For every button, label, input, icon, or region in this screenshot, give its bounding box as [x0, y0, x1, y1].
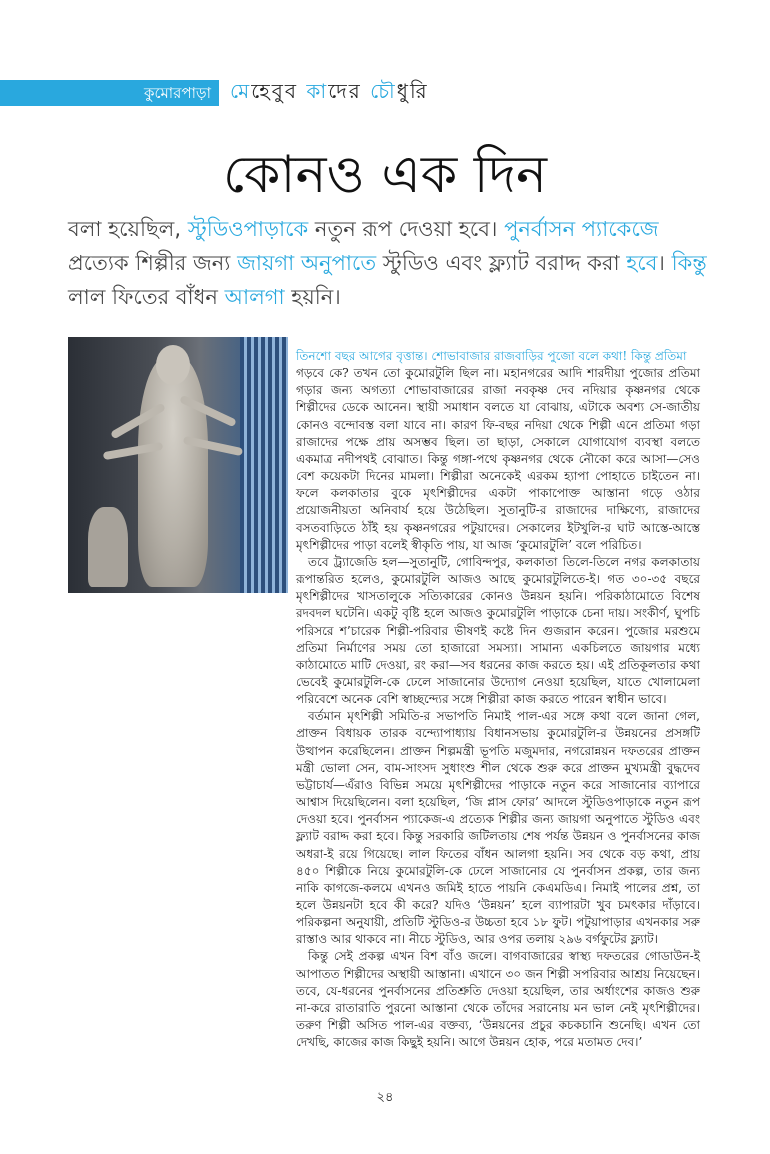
- article-paragraph: গড়বে কে? তখন তো কুমোরটুলি ছিল না। মহানগরের আদি শারদীয়া পুজোর প্রতিমা গড়ার জন্য অগত্যা শোভাবাজারের রাজা নবকৃষ্ণ দেব নদিয়ার কৃষ্ণনগর থেকে শিল্পীদের ডেকে আনেন। স্থায়ী সমাধান বলতে যা বোঝায়, এটাকে অবশ্য সে-জাতীয় কোনও বন্দোবস্ত বলা যাবে না। কারণ ফি-বছর নদিয়া থেকে শিল্পী এনে প্রতিমা গড়া রাজাদের পক্ষে প্রায় অসম্ভব ছিল। তা ছাড়া, সেকালে যোগাযোগ ব্যবস্থা বলতে একমাত্র নদীপথই বোঝাত। কিন্তু গঙ্গা-পথে কৃষ্ণনগর থেকে নৌকো করে আসা—সেও বেশ কয়েকটা দিনের মামলা। শিল্পীরা অনেকেই এরকম হ্যাপা পোহাতে চাইতেন না। ফলে কলকাতার বুকে মৃৎশিল্পীদের একটা পাকাপোক্ত আস্তানা গড়ে ওঠার প্রয়োজনীয়তা অনিবার্য হয়ে উঠেছিল। সুতানুটি-র রাজাদের দাক্ষিণ্যে, রাজাদের বসতবাড়িতে ঠাঁই হয় কৃষ্ণনগরের পটুয়াদের। সেকালের ইটখুলি-র ঘাট আস্তে-আস্তে মৃৎশিল্পীদের পাড়া বলেই স্বীকৃতি পায়, যা আজ ‘কুমোরটুলি’ বলে পরিচিত।: [296, 366, 700, 552]
- page-number: ২৪: [376, 1090, 394, 1105]
- author-byline: [230, 76, 429, 106]
- intro-text: করা: [587, 251, 627, 275]
- author-part: কা: [306, 79, 329, 103]
- intro-highlight: হবে: [626, 251, 658, 275]
- intro-highlight: আলগা: [224, 285, 285, 309]
- lead-highlight: তিনশো বছর আগের বৃত্তান্ত। শোভাবাজার রাজবাড়ির পুজো বলে কথা! কিন্তু প্রতিমা: [296, 349, 687, 363]
- author-part: ধুরি: [396, 79, 429, 103]
- intro-text: স্টুডিও এবং ফ্ল্যাট বরাদ্দ: [376, 251, 581, 275]
- article-paragraph: বর্তমান মৃৎশিল্পী সমিতি-র সভাপতি নিমাই পাল-এর সঙ্গে কথা বলে জানা গেল, প্রাক্তন বিধায়ক তারক বন্দ্যোপাধ্যায় বিধানসভায় কুমোরটুলি-র উন্নয়নের প্রসঙ্গটি উত্থাপন করেছিলেন। প্রাক্তন শিল্পমন্ত্রী ভূপতি মজুমদার, নগরোন্নয়ন দফতরের প্রাক্তন মন্ত্রী ভোলা সেন, বাম-সাংসদ সুধাংশু শীল থেকে শুরু করে প্রাক্তন মুখ্যমন্ত্রী বুদ্ধদেব ভট্টাচার্য—এঁরাও বিভিন্ন সময়ে মৃৎশিল্পীদের পাড়াকে নতুন করে সাজানোর ব্যাপারে আশ্বাস দিয়েছিলেন। বলা হয়েছিল, ‘জি প্লাস ফোর’ আদলে স্টুডিওপাড়াকে নতুন রূপ দেওয়া হবে। পুনর্বাসন প্যাকেজ-এ প্রত্যেক শিল্পীর জন্য জায়গা অনুপাতে স্টুডিও এবং ফ্ল্যাট বরাদ্দ করা হবে। কিন্তু সরকারি জটিলতায় শেষ পর্যন্ত উন্নয়ন ও পুনর্বাসনের কাজ অধরা-ই রয়ে গিয়েছে। লাল ফিতের বাঁধন আলগা হয়নি। সব থেকে বড় কথা, প্রায় ৪৫০ শিল্পীকে নিয়ে কুমোরটুলি-কে ঢেলে সাজানোর যে পুনর্বাসন প্রকল্প, তার জন্য নাকি কাগজে-কলমে এখনও জমিই হাতে পায়নি কেএমডিএ। নিমাই পালের প্রশ্ন, তা হলে উন্নয়নটা হবে কী করে? যদিও ‘উন্নয়ন’ হলে ব্যাপারটা খুব চমৎকার দাঁড়াবে। পরিকল্পনা অনুযায়ী, প্রতিটি স্টুডিও-র উচ্চতা হবে ১৮ ফুট। পটুয়াপাড়ার এখনকার সরু রাস্তাও আর থাকবে না। নীচে স্টুডিও, আর ওপর তলায় ২৯৬ বর্গফুটের ফ্ল্যাট।: [296, 709, 700, 947]
- intro-text: লাল ফিতের বাঁধন: [68, 285, 225, 309]
- idol-photo: [68, 337, 288, 593]
- article-lead: [296, 348, 700, 365]
- curtain: [240, 337, 288, 593]
- intro-text: নতুন রূপ দেওয়া হবে।: [308, 217, 505, 241]
- intro-highlight: স্টুডিওপাড়াকে: [187, 217, 309, 241]
- intro-standfirst: [68, 212, 718, 314]
- small-idol-figure: [88, 507, 128, 587]
- author-part: মে: [230, 79, 252, 103]
- intro-highlight: কিন্তু: [671, 251, 707, 275]
- article-body: [296, 348, 700, 1051]
- intro-text: ।: [657, 251, 672, 275]
- intro-text: হয়নি।: [284, 285, 341, 309]
- intro-highlight: পুনর্বাসন: [504, 217, 576, 241]
- idol-head: [156, 345, 190, 385]
- intro-text: প্রত্যেক শিল্পীর জন্য: [68, 251, 238, 275]
- intro-text: বলা হয়েছিল,: [68, 217, 188, 241]
- author-part: হেবুব: [251, 79, 299, 103]
- author-part: চৌ: [370, 79, 397, 103]
- article-paragraph: তবে ট্র্যাজেডি হল—সুতানুটি, গোবিন্দপুর, কলকাতা তিলে-তিলে নগর কলকাতায় রূপান্তরিত হলেও, কুমোরটুলি আজও আছে কুমোরটুলিতে-ই। গত ৩০-৩৫ বছরে মৃৎশিল্পীদের খাসতালুকে সত্যিকারের কোনও উন্নয়ন হয়নি। পরিকাঠামোতে বিশেষ রদবদল ঘটেনি। একটু বৃষ্টি হলে আজও কুমোরটুলি পাড়াকে চেনা দায়। সংকীর্ণ, ঘুপচি পরিসরে শ’চারেক শিল্পী-পরিবার ভীষণই কষ্টে দিন গুজরান করেন। পুজোর মরশুমে প্রতিমা নির্মাণের সময় তো হাজারো সমস্যা। সামান্য একচিলতে জায়গার মধ্যে কাঠামোতে মাটি দেওয়া, রং করা—সব ধরনের কাজ করতে হয়। এই প্রতিকূলতার কথা ভেবেই কুমোরটুলি-কে ঢেলে সাজানোর উদ্যোগ নেওয়া হয়েছিল, যাতে খোলামেলা পরিবেশে অনেক বেশি স্বাচ্ছন্দ্যের সঙ্গে শিল্পীরা কাজ করতে পারেন স্বাধীন ভাবে।: [296, 554, 700, 707]
- intro-highlight: প্যাকেজে: [581, 217, 659, 241]
- author-part: দের: [328, 79, 362, 103]
- article-paragraph: কিন্তু সেই প্রকল্প এখন বিশ বাঁও জলে। বাগবাজারের স্বাস্থ্য দফতরের গোডাউন-ই আপাতত শিল্পীদের অস্থায়ী আস্তানা। এখানে ৩০ জন শিল্পী সপরিবার আশ্রয় নিয়েছেন। তবে, যে-ধরনের পুনর্বাসনের প্রতিশ্রুতি দেওয়া হয়েছিল, তার অর্ধাংশের কাজও শুরু না-করে রাতারাতি পুরনো আস্তানা থেকে তাঁদের সরানোয় মন ভাল নেই মৃৎশিল্পীদের। তরুণ শিল্পী অসিত পাল-এর বক্তব্য, ‘উন্নয়নের প্রচুর কচকচানি শুনেছি। এখন তো দেখছি, কাজের কাজ কিছুই হয়নি। আগে উন্নয়ন হোক, পরে মতামত দেব।’: [296, 949, 700, 1050]
- section-label: কুমোরপাড়া: [0, 80, 219, 106]
- idol-figure: [138, 357, 208, 587]
- article-title: কোনও এক দিন: [222, 145, 548, 205]
- intro-highlight: জায়গা অনুপাতে: [237, 251, 377, 275]
